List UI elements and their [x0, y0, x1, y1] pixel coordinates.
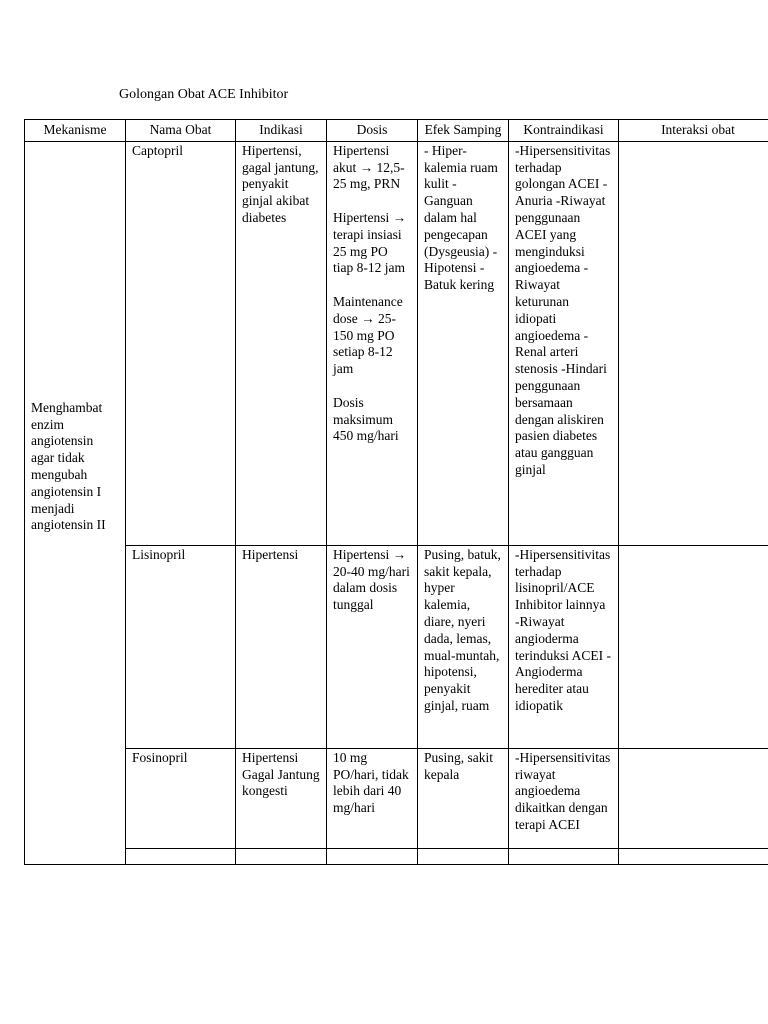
cell-nama-obat: Captopril [126, 141, 236, 545]
header-dosis: Dosis [327, 120, 418, 142]
header-indikasi: Indikasi [236, 120, 327, 142]
cell-efek-samping: Pusing, sakit kepala [418, 748, 509, 848]
cell-indikasi: Hipertensi Gagal Jantung kongesti [236, 748, 327, 848]
empty-cell [126, 848, 236, 864]
cell-kontraindikasi: -Hipersensitivitas terhadap golongan ACEI - Anuria -Riwayat penggunaan ACEI yang menginduksi angioedema -Riwayat keturunan idiopati angioedema -Renal arteri stenosis -Hindari penggunaan bersamaan dengan aliskiren pasien diabetes atau gangguan ginjal [509, 141, 619, 545]
cell-indikasi: Hipertensi [236, 545, 327, 748]
dosis-line: Hipertensi akut → 12,5-25 mg, PRN [333, 142, 405, 192]
header-efek-samping: Efek Samping [418, 120, 509, 142]
cell-interaksi-obat [619, 545, 768, 748]
dosis-line: Hipertensi → 20-40 mg/hari dalam dosis tunggal [333, 546, 410, 613]
cell-indikasi: Hipertensi, gagal jantung, penyakit ginjal akibat diabetes [236, 141, 327, 545]
empty-cell [509, 848, 619, 864]
cell-nama-obat: Fosinopril [126, 748, 236, 848]
cell-kontraindikasi: -Hipersensitivitas terhadap lisinopril/ACE Inhibitor lainnya -Riwayat angioderma terinduksi ACEI -Angioderma herediter atau idiopatik [509, 545, 619, 748]
dosis-line: Dosis maksimum 450 mg/hari [333, 394, 399, 444]
ace-inhibitor-table [24, 119, 768, 865]
header-interaksi-obat: Interaksi obat [619, 120, 768, 142]
dosis-line: Maintenance dose → 25-150 mg PO setiap 8-12 jam [333, 293, 403, 377]
cell-efek-samping: - Hiper-kalemia ruam kulit - Ganguan dalam hal pengecapan (Dysgeusia) -Hipotensi - Batuk kering [418, 141, 509, 545]
cell-kontraindikasi: -Hipersensitivitas riwayat angioedema dikaitkan dengan terapi ACEI [509, 748, 619, 848]
dosis-line: Hipertensi → terapi insiasi 25 mg PO tiap 8-12 jam [333, 209, 407, 276]
empty-cell [327, 848, 418, 864]
cell-nama-obat: Lisinopril [126, 545, 236, 748]
table-row-lisinopril [25, 545, 768, 748]
document-title: Golongan Obat ACE Inhibitor [119, 87, 289, 102]
cell-mekanisme: Menghambat enzim angiotensin agar tidak mengubah angiotensin I menjadi angiotensin II [25, 141, 126, 864]
cell-interaksi-obat [619, 748, 768, 848]
header-mekanisme: Mekanisme [25, 120, 126, 142]
table-header-row [25, 120, 768, 142]
table-row-captopril [25, 141, 768, 545]
cell-dosis [327, 141, 418, 545]
header-nama-obat: Nama Obat [126, 120, 236, 142]
empty-cell [418, 848, 509, 864]
cell-dosis [327, 545, 418, 748]
empty-cell [619, 848, 768, 864]
header-kontraindikasi: Kontraindikasi [509, 120, 619, 142]
table-row-empty [25, 848, 768, 864]
cell-dosis [327, 748, 418, 848]
cell-interaksi-obat [619, 141, 768, 545]
dosis-line: 10 mg PO/hari, tidak lebih dari 40 mg/hari [333, 749, 409, 816]
empty-cell [236, 848, 327, 864]
table-row-fosinopril [25, 748, 768, 848]
cell-efek-samping: Pusing, batuk, sakit kepala, hyper kalemia, diare, nyeri dada, lemas, mual-muntah, hipotensi, penyakit ginjal, ruam [418, 545, 509, 748]
